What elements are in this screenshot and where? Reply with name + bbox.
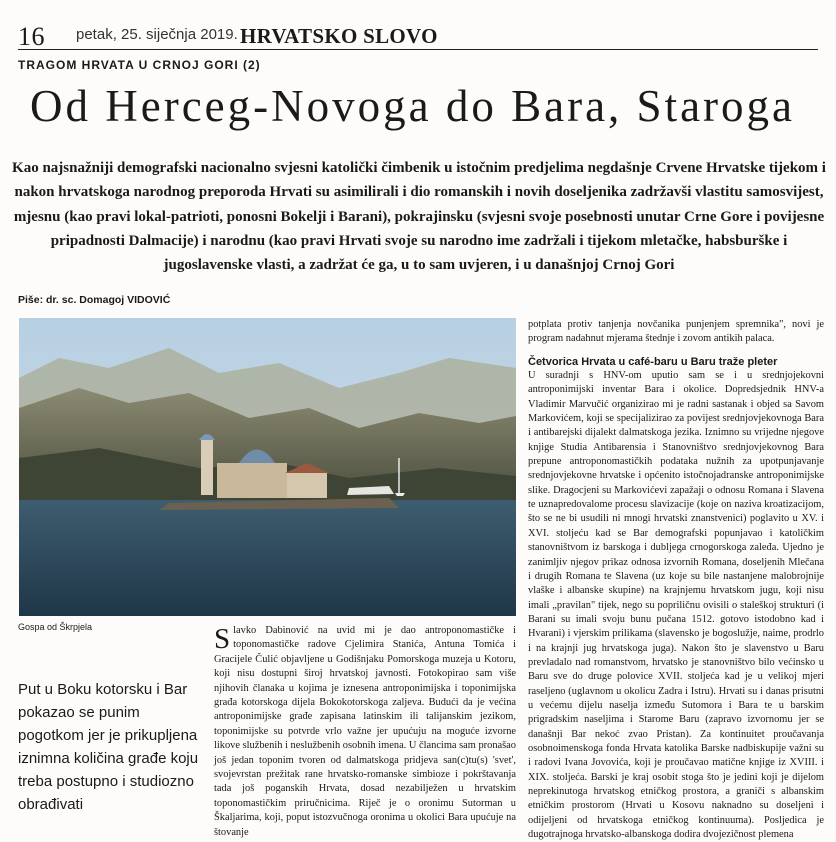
page-header (18, 20, 818, 50)
article-headline: Od Herceg-Novoga do Bara, Staroga (30, 81, 796, 131)
byline: Piše: dr. sc. Domagoj VIDOVIĆ (18, 294, 171, 306)
section-kicker: TRAGOM HRVATA U CRNOJ GORI (2) (18, 58, 261, 72)
section-subhead: Četvorica Hrvata u café-baru u Baru traže pleter (528, 355, 778, 368)
pull-quote: Put u Boku kotorsku i Bar pokazao se punim pogotkom jer je prikupljena iznimna količina građe koju treba postupno i studiozno obrađivati (18, 681, 199, 813)
article-column-3 (528, 318, 824, 842)
header-rule (18, 49, 818, 50)
column-2-text: lavko Dabinović na uvid mi je dao antroponomastičke i toponomastičke radove Cjelimira Stanića, Antuna Tomića i Gracijele Čulić objavljene u Godišnjaku Pomorskoga muzeja u Kotoru, koji nisu dostupni široj hrvatskoj javnosti. Fotokopirao sam više njihovih članaka u kojima je iznesena antroponimijska i toponimijska građa kotorskoga dijela Bokokotorskoga zaljeva. Budući da je većina antroponimijske građe zapisana latinskim ili talijanskim jezikom, toponimijske su potvrde vrlo važne jer upućuju na moguće izvorne likove službenih i neslužbenih osobnih imena. U člancima sam pronašao još jedan toponim tvoren od dalmatskoga pridjeva san(c)tu(s) 'svet', svojevrstan prežitak rane hrvatsko-romanske simbioze i pokrštavanja tada još poganskih Hrvata, dosad nezabilježen u hrvatskim toponomastičkim priručnicima. Riječ je o oronimu Sutorman u Škaljarima, koji, poput istozvučnoga oronima u okolici Bara upućuje na štovanje (214, 625, 516, 838)
publication-logo: HRVATSKO SLOVO (240, 24, 438, 48)
photo-gospa-od-skrpjela (19, 318, 516, 616)
column-3-text: U suradnji s HNV-om uputio sam se i u srednjojekovni antroponimijski inventar Bara i okolice. Dopredsjednik HNV-a Vladimir Marvučić organizirao mi je radni sastanak i objed sa Savom Markovićem, koji se specijalizirao za povijest srednjovjekovnoga Bara i antibarejski dijalekt dalmatskoga jezika. Iznimno su vrijedne njegove knjige Studia Antibarensia i Stanovništvo srednjovjekovnog Bara prepune antroponomastičkih podataka nužnih za upotpunjavanje srednjovjekovne hrvatske i općenito istočnojadranske antroponimijske slike. Dragocjeni su Markovićevi zapažaji o odnosu Romana i Slavena te uznapredovalome procesu slavizacije (koje on naziva kroatizacijom, što se ne bi usudili ni mnogi hrvatski znanstvenici) poglavito u XV. i XVI. stoljeću kad se Bar demografski popunjavao i katoličkim stanovništvom iz barskoga i dubljega crnogorskoga zaleđa. Ujedno je zanimljiv njegov prikaz odnosa izvornih Romana, doseljenih Mlečana i drugih Romana te Slavena (uz koje su bile nastanjene malobrojnije vlaške i albanske skupine) na krajnjemu hrvatskom jugu, koji nisu imali „pravilan" tijek, nego su popriličnu ovisili o staleškoj strukturi (i Barani su imali svoju bunu pučana 1512. gotovo istodobno kad i Hvarani) i vjerskim prilikama (slavensko je bogoslužje, naime, prodrlo i na krajnji jug hrvatskoga juga). Nakon što je slavenstvo u Baru prevladalo nad romanstvom, hrvatsko je stanovništvo bilo većinsko u Baru sve do druge polovice XVII. stoljeća kad je u velikoj mjeri raseljeno (uglavnom u okolicu Zadra i Istru). Hrvati su i danas prisutni u većemu dijelu naselja između Sutomora i Bara te u barskim prigradskim naseljima i Starome Baru (zapravo izvornomu jer se današnji Bar nekoć zvao Pristan). Za kontinuitet proučavanja osobnoimenskoga fonda Hrvata katolika Barske nadbiskupije važni su i radovi Ivana Jovovića, koji je proučavao matične knjige iz XVIII. i XIX. stoljeća. Barski je kraj osobit stoga što je jedini koji je dijelom neprekinutoga hrvatskog etničkog prostora, a graniči s albanskim etničkim prostorom (Hrvati u Kosovu naknadno su doseljeni i odijeljeni od hrvatskoga etničkog kontinuuma). Posljedica je dugotrajnoga hrvatsko-albanskoga dodira dvojezičnost plemena (528, 370, 824, 841)
bell-tower (201, 440, 213, 495)
issue-date: petak, 25. siječnja 2019. (76, 26, 238, 43)
photo-caption: Gospa od Škrpjela (18, 622, 93, 632)
article-column-2 (214, 624, 516, 840)
drop-cap: S (214, 623, 231, 655)
page-number: 16 (18, 22, 45, 51)
article-lead: Kao najsnažniji demografski nacionalno svjesni katolički čimbenik u istočnim predjelima negdašnje Crvene Hrvatske tijekom i nakon hrvatskoga narodnog preporoda Hrvati su asimilirali i dio romanskih i novih doseljenika zadržavši vlastitu samosvijest, mjesnu (kao pravi lokal-patrioti, ponosni Bokelji i Barani), pokrajinsku (svjesni svoje posebnosti unutar Crne Gore i povijesne pripadnosti Dalmacije) i narodnu (kao pravi Hrvati svoje su narodno ime zadržali i tijekom mletačke, habsburške i jugoslavenske vlasti, a zadržat će ga, u to sam uvjeren, i u današnjoj Crnoj Gori (12, 160, 826, 274)
column-3-continued-text: potplata protiv tanjenja novčanika punjenjem spremnika", novi je program nadahnut mjerama štednje i zovom antikih palaca. (528, 319, 824, 345)
